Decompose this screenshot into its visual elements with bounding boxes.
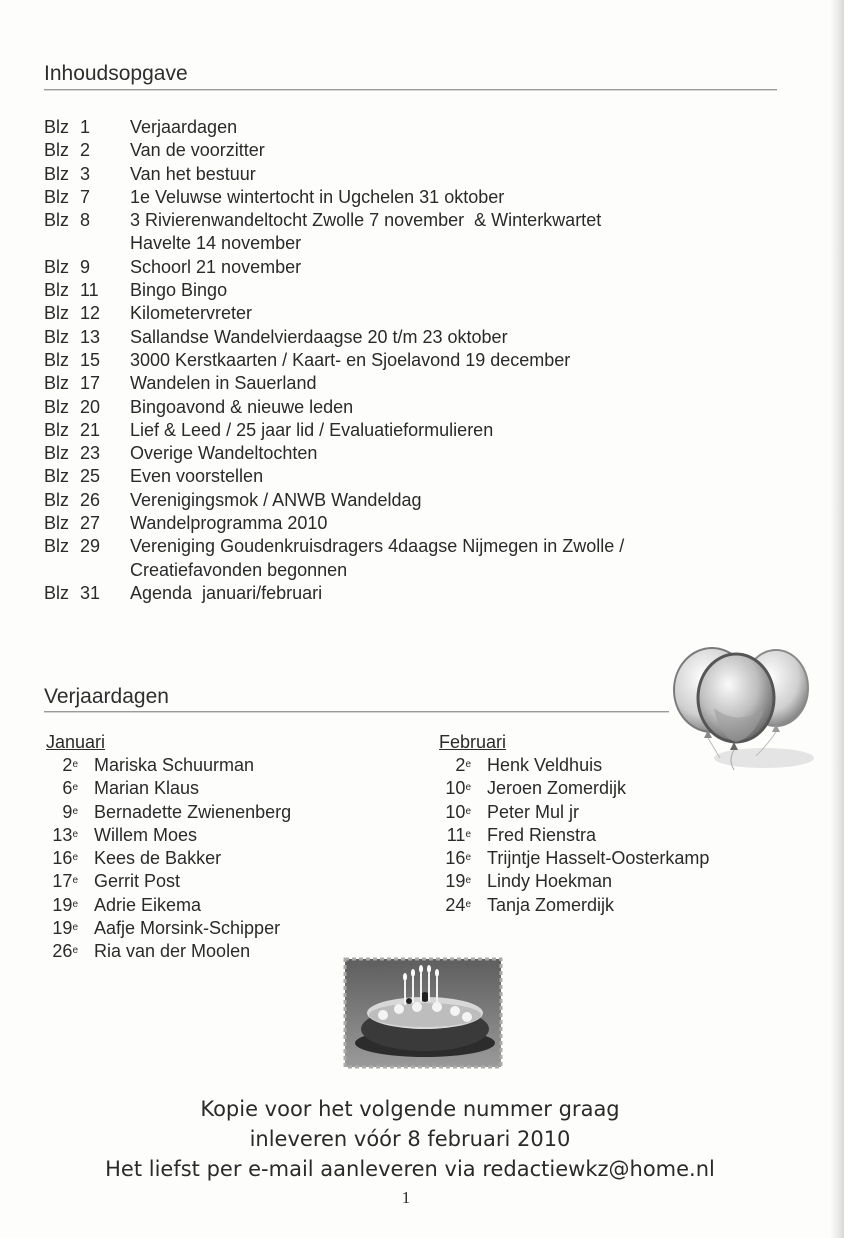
birthday-day [437,777,471,800]
birthday-name: Mariska Schuurman [94,755,255,775]
birthday-entry [437,870,777,893]
toc-page-ref [44,209,130,256]
birthday-entry [44,754,384,777]
toc-prefix: Blz [44,140,70,161]
birthday-list-februari [437,754,777,917]
toc-prefix: Blz [44,396,70,417]
toc-page-number: 12 [80,303,101,324]
birthday-day [437,847,471,870]
month-januari [44,731,384,964]
birthday-entry [437,894,777,917]
birthday-name: Trijntje Hasselt-Oosterkamp [487,848,710,869]
ordinal-suffix: e [465,805,471,817]
birthday-cake-photo [343,957,503,1069]
birthday-name: Willem Moes [94,824,198,845]
toc-page-number: 3 [80,163,91,184]
toc-prefix: Blz [44,443,70,464]
toc-title: Inhoudsopgave [44,62,188,85]
submission-notice [40,1094,780,1184]
ordinal-suffix: e [72,898,78,910]
birthday-entry [437,777,777,800]
ordinal-suffix: e [72,759,78,770]
toc-page-ref [44,139,130,162]
birthday-day [44,870,78,893]
month-heading-februari: Februari [439,732,507,752]
toc-page-ref [44,442,130,465]
ordinal-suffix: e [72,805,78,817]
birthday-name: Henk Veldhuis [487,755,603,775]
birthday-day [437,754,471,777]
toc-entry [44,349,764,372]
toc-page-number: 17 [80,373,101,394]
birthday-day-number: 24 [445,894,466,915]
month-februari [437,731,777,917]
toc-entry [44,535,764,582]
toc-page-ref [44,256,130,279]
birthday-day-number: 9 [62,801,73,822]
toc-prefix: Blz [44,373,70,394]
toc-entry-title: 3 Rivierenwandeltocht Zwolle 7 november & Winterkwartet Havelte 14 november [130,210,602,254]
toc-prefix: Blz [44,163,70,184]
toc-page-ref [44,279,130,302]
birthday-name: Tanja Zomerdijk [487,894,615,915]
toc-entry [44,163,764,186]
toc-entry [44,465,764,488]
toc-entry [44,256,764,279]
birthday-entry [437,754,777,777]
ordinal-suffix: e [465,782,471,794]
toc-page-ref [44,116,130,139]
toc-entry [44,489,764,512]
toc-page-number: 31 [80,582,101,603]
birthday-entry [44,870,384,893]
toc-page-number: 25 [80,466,101,487]
toc-prefix: Blz [44,513,70,534]
ordinal-suffix: e [465,852,471,864]
toc-entry [44,279,764,302]
birthday-list-januari [44,754,384,964]
toc-prefix: Blz [44,256,70,277]
toc-prefix: Blz [44,536,70,557]
toc-page-number: 20 [80,396,101,417]
birthday-day [44,777,78,800]
toc-prefix: Blz [44,117,70,137]
toc-entry-title: Bingoavond & nieuwe leden [130,396,354,417]
toc-entry-title: Lief & Leed / 25 jaar lid / Evaluatieformulieren [130,419,494,440]
toc-page-ref [44,372,130,395]
toc-entry-title: Overige Wandeltochten [130,443,318,464]
toc-page-ref [44,186,130,209]
birthday-entry [44,940,384,963]
birthday-name: Lindy Hoekman [487,871,613,892]
toc-entry-title: 3000 Kerstkaarten / Kaart- en Sjoelavond 19 december [130,349,571,370]
birthday-day [44,754,78,777]
toc-page-number: 7 [80,186,91,207]
toc-page-number: 1 [80,117,91,137]
toc-entry [44,139,764,162]
birthday-name: Marian Klaus [94,778,200,799]
birthday-day-number: 11 [446,824,466,845]
toc-page-number: 27 [80,513,101,534]
toc-entry-title: Kilometervreter [130,303,253,324]
toc-entry [44,116,764,139]
birthday-day-number: 13 [52,824,73,845]
toc-entry-title: Schoorl 21 november [130,256,302,277]
toc-page-number: 2 [80,140,91,161]
ordinal-suffix: e [465,759,471,770]
toc-page-number: 9 [80,256,91,277]
toc-entry-title: 1e Veluwse wintertocht in Ugchelen 31 oktober [130,186,505,207]
birthday-day [437,801,471,824]
toc-entry [44,302,764,325]
birthday-day-number: 26 [52,941,73,962]
toc-entry [44,186,764,209]
ordinal-suffix: e [72,922,78,934]
ordinal-suffix: e [72,782,78,794]
ordinal-suffix: e [72,828,78,840]
birthday-day-number: 6 [62,778,73,799]
notice-line-3: Het liefst per e-mail aanleveren via redactiewkz@home.nl [105,1157,715,1181]
toc-page-ref [44,582,130,605]
table-of-contents [44,116,764,605]
birthday-entry [44,847,384,870]
toc-page-number: 8 [80,210,91,231]
birthday-entry [437,847,777,870]
toc-prefix: Blz [44,349,70,370]
toc-page-ref [44,349,130,372]
birthday-day-number: 10 [445,778,466,799]
birthdays-title: Verjaardagen [44,685,169,708]
birthday-day [44,824,78,847]
toc-entry-title: Agenda januari/februari [130,582,323,603]
toc-page-number: 13 [80,326,101,347]
toc-entry-title: Wandelen in Sauerland [130,373,317,394]
toc-prefix: Blz [44,210,70,231]
toc-prefix: Blz [44,280,70,301]
toc-prefix: Blz [44,326,70,347]
birthdays-title-rule [44,711,669,713]
toc-page-number: 29 [80,536,101,557]
toc-entry-title: Verenigingsmok / ANWB Wandeldag [130,489,422,510]
toc-prefix: Blz [44,489,70,510]
notice-line-2: inleveren vóór 8 februari 2010 [249,1127,571,1151]
toc-entry [44,512,764,535]
toc-entry-title: Vereniging Goudenkruisdragers 4daagse Nijmegen in Zwolle / Creatiefavonden begonnen [130,536,625,580]
ordinal-suffix: e [72,852,78,864]
toc-entry [44,582,764,605]
birthday-entry [44,894,384,917]
ordinal-suffix: e [465,875,471,887]
birthday-day-number: 16 [52,848,73,869]
birthday-name: Bernadette Zwienenberg [94,801,292,822]
month-heading-januari: Januari [46,732,106,752]
birthday-day [437,894,471,917]
toc-entry [44,326,764,349]
toc-page-ref [44,396,130,419]
toc-entry [44,419,764,442]
birthday-name: Peter Mul jr [487,801,580,822]
toc-page-ref [44,302,130,325]
birthday-name: Jeroen Zomerdijk [487,778,627,799]
birthday-entry [44,824,384,847]
toc-page-ref [44,465,130,488]
toc-page-number: 21 [80,419,101,440]
toc-entry [44,372,764,395]
birthday-entry [44,917,384,940]
toc-page-ref [44,326,130,349]
birthday-day [44,847,78,870]
birthday-day-number: 10 [445,801,466,822]
toc-page-number: 15 [80,349,101,370]
toc-page-ref [44,512,130,535]
birthday-day-number: 17 [52,871,73,892]
toc-entry [44,396,764,419]
birthday-entry [44,777,384,800]
birthday-entry [44,801,384,824]
birthday-day [437,870,471,893]
ordinal-suffix: e [72,945,78,957]
birthday-day-number: 19 [52,894,73,915]
birthday-name: Fred Rienstra [487,824,597,845]
page-number: 1 [401,1188,411,1207]
toc-page-ref [44,489,130,512]
ordinal-suffix: e [72,875,78,887]
toc-entry-title: Even voorstellen [130,466,264,487]
toc-prefix: Blz [44,419,70,440]
toc-page-ref [44,419,130,442]
birthday-day-number: 2 [455,755,466,775]
birthday-name: Aafje Morsink-Schipper [94,918,281,939]
birthday-day-number: 19 [52,918,73,939]
birthday-entry [437,801,777,824]
toc-entry-title: Van de voorzitter [130,140,265,161]
toc-page-number: 26 [80,489,101,510]
birthday-day [437,824,471,847]
birthday-day-number: 19 [445,871,466,892]
birthday-day [44,894,78,917]
ordinal-suffix: e [465,828,471,840]
birthday-day [44,801,78,824]
toc-prefix: Blz [44,303,70,324]
birthday-day-number: 2 [62,755,73,775]
toc-entry-title: Sallandse Wandelvierdaagse 20 t/m 23 oktober [130,326,508,347]
toc-prefix: Blz [44,582,70,603]
toc-prefix: Blz [44,186,70,207]
toc-entry-title: Verjaardagen [130,117,238,137]
toc-entry [44,442,764,465]
ordinal-suffix: e [465,898,471,910]
birthday-name: Adrie Eikema [94,894,202,915]
toc-entry-title: Wandelprogramma 2010 [130,513,328,534]
birthday-name: Ria van der Moolen [94,941,251,962]
birthday-entry [437,824,777,847]
toc-entry-title: Bingo Bingo [130,280,228,301]
toc-page-number: 23 [80,443,101,464]
toc-page-ref [44,163,130,186]
toc-prefix: Blz [44,466,70,487]
birthday-day [44,940,78,963]
toc-page-ref [44,535,130,582]
toc-page-number: 11 [80,280,99,301]
birthday-name: Gerrit Post [94,871,181,892]
birthday-day-number: 16 [445,848,466,869]
toc-entry [44,209,764,256]
page-edge-shadow [830,0,844,1238]
toc-entry-title: Van het bestuur [130,163,256,184]
birthday-name: Kees de Bakker [94,848,222,869]
notice-line-1: Kopie voor het volgende nummer graag [200,1097,620,1121]
birthday-day [44,917,78,940]
toc-title-rule [44,89,777,91]
